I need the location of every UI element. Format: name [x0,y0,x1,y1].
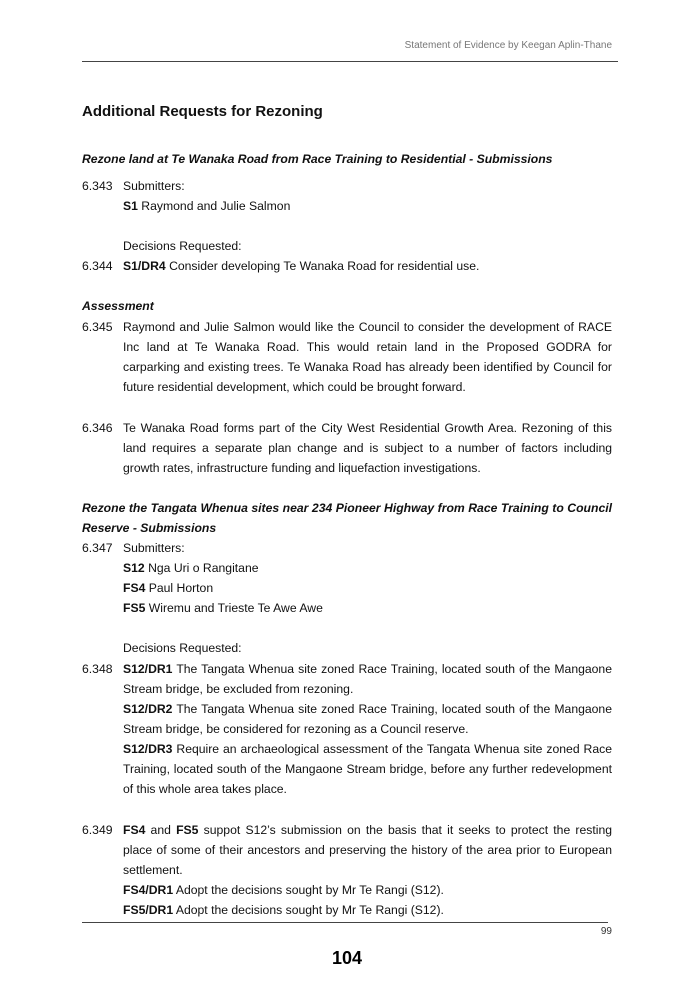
paragraph-number: 6.345 [82,320,113,334]
decision-entry [123,699,612,739]
paragraph-6-344 [82,256,612,276]
submitter-code: S1 [123,199,138,213]
paragraph-number: 6.348 [82,662,113,676]
footer-divider [82,922,608,923]
paragraph-number: 6.346 [82,421,113,435]
decision-text: The Tangata Whenua site zoned Race Training, located south of the Mangaone Stream bridge, be excluded from rezoning. [123,662,612,696]
submitter-entry [123,598,612,618]
decisions-requested-label: Decisions Requested: [123,239,242,253]
decision-entry [123,739,612,799]
conjunction: and [145,823,177,837]
paragraph-number: 6.349 [82,823,113,837]
header-divider [82,61,618,62]
submitter-code: FS5 [123,601,146,615]
decision-entry [123,659,612,699]
section-heading: Additional Requests for Rezoning [82,103,323,120]
paragraph-6-345 [82,317,612,397]
submitter-name: Raymond and Julie Salmon [137,199,291,213]
submitter-entry [123,558,612,578]
paragraph-6-348 [82,659,612,799]
paragraph-body: suppot S12’s submission on the basis that it seeks to protect the resting place of some of their ancestors and preserving the history of the area prior to European settlement. [123,823,612,877]
assessment-heading: Assessment [82,299,154,313]
decision-code: S1/DR4 [123,259,166,273]
paragraph-text: Te Wanaka Road forms part of the City West Residential Growth Area. Rezoning of this land requires a separate plan change and is subject to a number of factors including growth rates, infrastructure funding and liquefaction investigations. [123,421,612,475]
decisions-requested-label: Decisions Requested: [123,641,242,655]
paragraph-text: Raymond and Julie Salmon would like the Council to consider the development of RACE Inc land at Te Wanaka Road. This would retain land in the Proposed GODRA for carparking and existing trees. Te Wanaka Road has already been identified by Council for future residential development, which could be brought forward. [123,320,612,394]
decision-code: FS4/DR1 [123,883,174,897]
decision-entry [123,256,612,276]
document-page-number: 104 [331,948,363,968]
submitter-entry [123,196,612,216]
decision-entry [123,900,612,920]
submitter-name: Nga Uri o Rangitane [144,561,259,575]
decision-text: Consider developing Te Wanaka Road for residential use. [165,259,480,273]
paragraph-6-349 [82,820,612,920]
submitters-label: Submitters: [123,541,185,555]
paragraph-6-346 [82,418,612,478]
decision-code: FS5/DR1 [123,903,174,917]
decision-text: The Tangata Whenua site zoned Race Training, located south of the Mangaone Stream bridge, be considered for rezoning as a Council reserve. [123,702,612,736]
decision-code: S12/DR1 [123,662,173,676]
decision-entry [123,880,612,900]
paragraph-number: 6.347 [82,541,113,555]
submitter-entry [123,578,612,598]
decision-text: Adopt the decisions sought by Mr Te Rangi (S12). [173,903,444,917]
submitter-code: S12 [123,561,145,575]
decision-code: S12/DR2 [123,702,173,716]
paragraph-text [123,820,612,880]
submitters-label: Submitters: [123,179,185,193]
decision-code: S12/DR3 [123,742,173,756]
submitter-code: FS5 [176,823,199,837]
submitter-name: Paul Horton [145,581,214,595]
decision-text: Adopt the decisions sought by Mr Te Rangi (S12). [173,883,444,897]
page-number: 99 [600,926,612,937]
paragraph-number: 6.343 [82,179,113,193]
submitter-name: Wiremu and Trieste Te Awe Awe [145,601,323,615]
paragraph-6-343 [82,176,612,216]
running-header: Statement of Evidence by Keegan Aplin-Thane [404,40,612,51]
paragraph-6-347 [82,538,612,618]
submitter-code: FS4 [123,581,146,595]
subsection-title-te-wanaka: Rezone land at Te Wanaka Road from Race Training to Residential - Submissions [82,152,553,166]
subsection-title-tangata-whenua: Rezone the Tangata Whenua sites near 234 Pioneer Highway from Race Training to Council Reserve - Submissions [82,501,612,535]
submitter-code: FS4 [123,823,146,837]
decision-text: Require an archaeological assessment of the Tangata Whenua site zoned Race Training, located south of the Mangaone Stream bridge, before any further redevelopment of this whole area takes place. [123,742,612,796]
paragraph-number: 6.344 [82,259,113,273]
